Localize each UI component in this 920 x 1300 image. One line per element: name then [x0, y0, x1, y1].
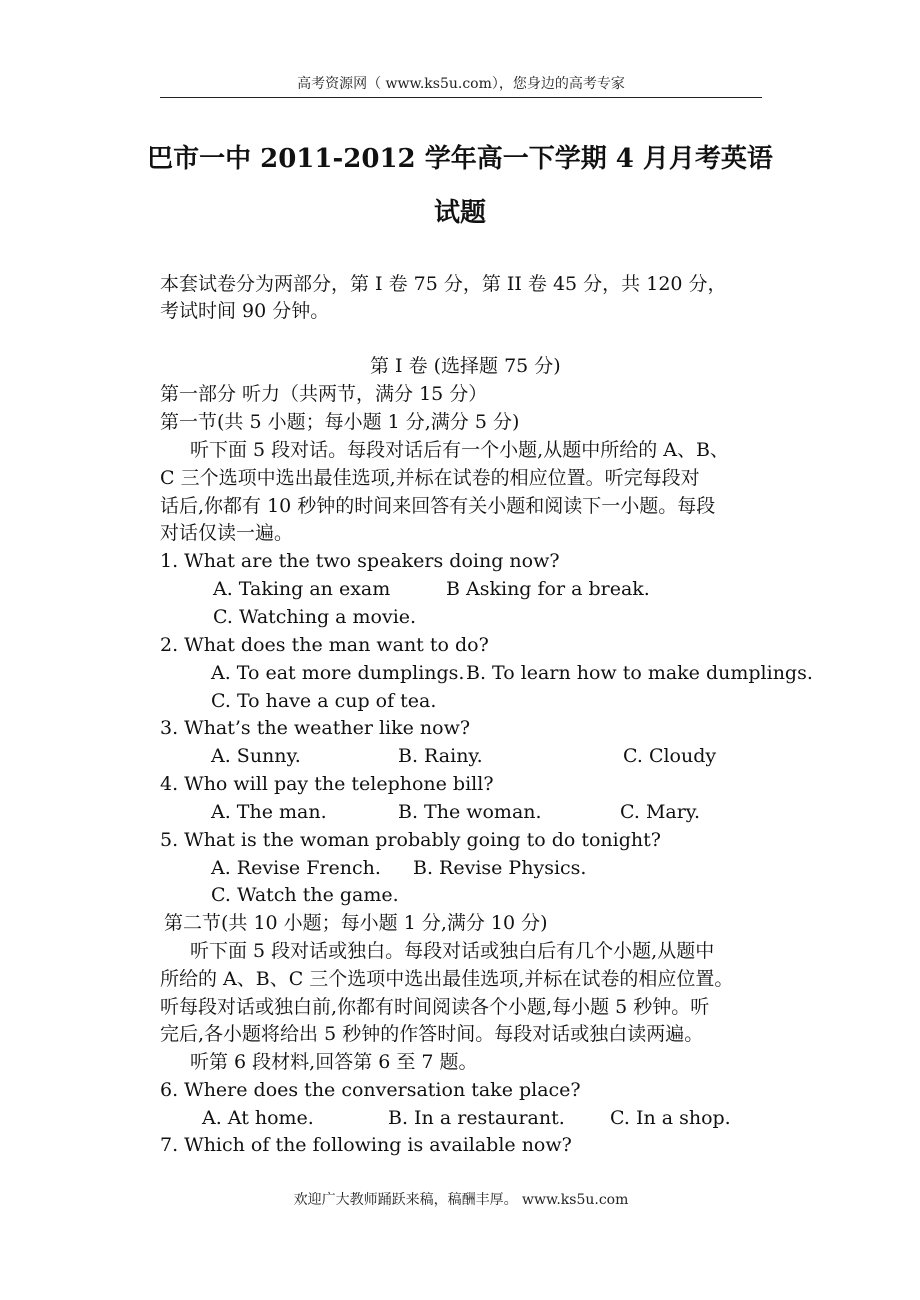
section-heading: 第二节(共 10 小题；每小题 1 分,满分 10 分) [164, 912, 548, 934]
q2-option-c: C. To have a cup of tea. [211, 690, 437, 712]
instruction-line: 对话仅读一遍。 [160, 522, 294, 544]
q1-option-a: A. Taking an exam [213, 578, 391, 600]
q2-option-a: A. To eat more dumplings. [211, 662, 465, 684]
instruction-line: 完后,各小题将给出 5 秒钟的作答时间。每段对话或独白读两遍。 [160, 1023, 704, 1045]
q6-option-b: B. In a restaurant. [388, 1107, 565, 1129]
q5-option-c: C. Watch the game. [211, 884, 399, 906]
exam-title: 巴市一中 2011-2012 学年高一下学期 4 月月考英语 [147, 144, 773, 174]
q4-option-b: B. The woman. [398, 801, 542, 823]
q3-option-a: A. Sunny. [211, 745, 301, 767]
intro-line: 考试时间 90 分钟。 [160, 300, 330, 322]
page-footer: 欢迎广大教师踊跃来稿，稿酬丰厚。 www.ks5u.com [293, 1192, 629, 1208]
q6-option-a: A. At home. [202, 1107, 314, 1129]
header-rule [160, 97, 762, 98]
intro-line: 本套试卷分为两部分，第 I 卷 75 分，第 II 卷 45 分，共 120 分， [160, 273, 727, 295]
instruction-line: 听每段对话或独白前,你都有时间阅读各个小题,每小题 5 秒钟。听 [160, 996, 710, 1018]
volume-heading: 第 I 卷 (选择题 75 分) [370, 355, 561, 377]
exam-title-cont: 试题 [433, 198, 486, 228]
q3-option-c: C. Cloudy [623, 745, 717, 767]
q3-option-b: B. Rainy. [398, 745, 483, 767]
page-header: 高考资源网（ www.ks5u.com），您身边的高考专家 [297, 76, 625, 92]
question-4: 4. Who will pay the telephone bill? [160, 773, 494, 795]
question-1: 1. What are the two speakers doing now? [160, 550, 560, 572]
instruction-line: C 三个选项中选出最佳选项,并标在试卷的相应位置。听完每段对 [160, 467, 700, 489]
instruction-line: 听下面 5 段对话或独白。每段对话或独白后有几个小题,从题中 [190, 940, 715, 962]
question-7: 7. Which of the following is available now? [160, 1134, 572, 1156]
q5-option-b: B. Revise Physics. [413, 857, 587, 879]
q1-option-c: C. Watching a movie. [213, 606, 417, 628]
question-5: 5. What is the woman probably going to do tonight? [160, 829, 661, 851]
question-6: 6. Where does the conversation take place? [160, 1079, 581, 1101]
instruction-line: 所给的 A、B、C 三个选项中选出最佳选项,并标在试卷的相应位置。 [160, 968, 734, 990]
part-heading: 第一部分 听力（共两节，满分 15 分） [160, 383, 488, 405]
q4-option-a: A. The man. [211, 801, 327, 823]
q2-option-b: B. To learn how to make dumplings. [466, 662, 813, 684]
question-3: 3. What’s the weather like now? [160, 717, 471, 739]
instruction-line: 听下面 5 段对话。每段对话后有一个小题,从题中所给的 A、B、 [190, 439, 729, 461]
q4-option-c: C. Mary. [620, 801, 701, 823]
question-2: 2. What does the man want to do? [160, 634, 489, 656]
q6-option-c: C. In a shop. [610, 1107, 731, 1129]
q5-option-a: A. Revise French. [211, 857, 381, 879]
q1-option-b: B Asking for a break. [446, 578, 650, 600]
material-note: 听第 6 段材料,回答第 6 至 7 题。 [190, 1051, 478, 1073]
section-heading: 第一节(共 5 小题；每小题 1 分,满分 5 分) [160, 411, 520, 433]
instruction-line: 话后,你都有 10 秒钟的时间来回答有关小题和阅读下一小题。每段 [160, 495, 716, 517]
